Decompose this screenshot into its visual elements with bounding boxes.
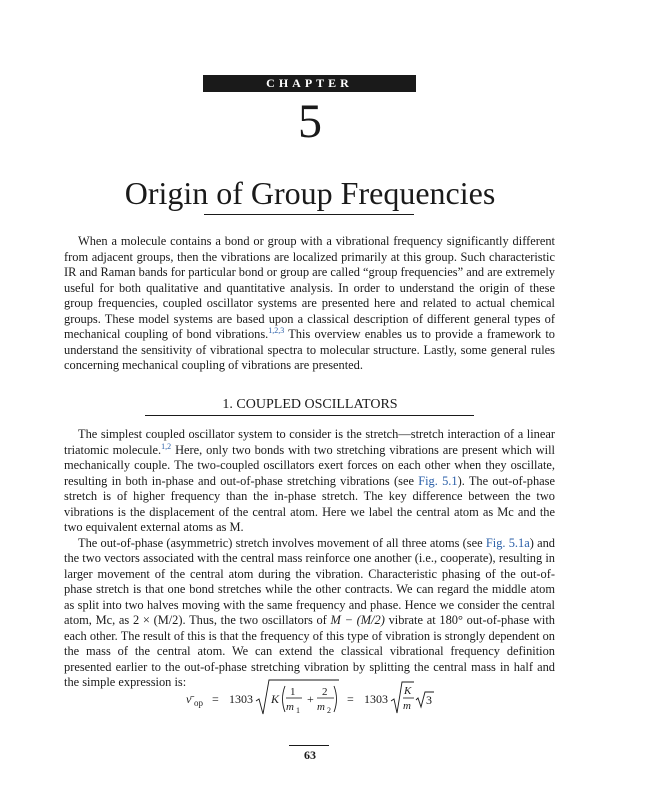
figure-link-5-1a[interactable]: Fig. 5.1a [485, 535, 530, 550]
eq-K2: K [404, 685, 412, 697]
figure-link-5-1[interactable]: Fig. 5.1 [418, 473, 458, 488]
section-p2-text-b: ) and the two vectors associated with the central mass reinforce one another (i.e., cooperate), resulting in larger movement of the central atom during the vibration. Characteristic phasing of the out-of-phase stretch is that one bond stretches while the other contracts. We can regard the middle atom as split into two halves moving with the same frequency and phase. Hence we consider the central atom, Mc, as 2 × (M/2). Thus, the two oscillators of [64, 535, 555, 627]
section-p2-text-c: vibrate at 180° out-of-phase with each other. The result of this is that the frequency of this type of vibration is strongly dependent on the mass of the central atom. We can extend the classical vibrational frequency definition presented earlier to the out-of-phase stretching vibration by splitting the central mass in half and the simple expression is: [64, 613, 555, 689]
intro-section [64, 234, 555, 374]
section-paragraph-2 [64, 536, 555, 691]
intro-text-a: When a molecule contains a bond or group with a vibrational frequency significantly different from adjacent groups, then the vibrations are localized primarily at this group. Such characteristic IR and Raman bands for particular bond or group are called “group frequencies” and are extremely useful for both qualitative and quantitative analysis. In order to understand the origin of these group frequencies, coupled oscillator systems are presented here and related to actual chemical groups. These model systems are based upon a classical description of different general types of mechanical coupling of bond vibrations. [64, 234, 555, 341]
eq-den-1-subscript: 1 [296, 706, 300, 715]
section-p1-reference[interactable]: 1,2 [161, 441, 172, 451]
title-underline [204, 214, 414, 215]
frequency-equation [186, 676, 446, 720]
eq-num-2: 2 [322, 686, 328, 698]
section-heading-underline [145, 415, 474, 416]
eq-lhs-symbol: ν̄ [186, 692, 192, 706]
section-p1-text-a: The simplest coupled oscillator system to consider is the stretch—stretch interaction of a linear triatomic molecule. [64, 427, 555, 457]
eq-equals-1: = [212, 692, 219, 706]
chapter-label: CHAPTER [203, 75, 416, 92]
chapter-number: 5 [298, 95, 322, 148]
eq-den-2-subscript: 2 [327, 706, 331, 715]
eq-m: m [403, 700, 411, 712]
section-p1-text-c: ). The out-of-phase stretch is of higher frequency than the in-phase stretch. The key difference between the two vibrations is the displacement of the central atom. Here we label the central atom as Mc and the two equivalent external atoms as M. [64, 473, 555, 534]
intro-reference[interactable]: 1,2,3 [268, 326, 285, 335]
eq-coefficient-1: 1303 [229, 692, 253, 706]
eq-plus: + [307, 692, 314, 706]
chapter-title: Origin of Group Frequencies [124, 175, 496, 211]
eq-K: K [271, 692, 280, 706]
section-body [64, 427, 555, 691]
eq-den-1: m [286, 701, 294, 713]
eq-num-1: 1 [290, 686, 296, 698]
section-p1-text-b: Here, only two bonds with two stretching vibrations are present which will mechanically couple. The two-coupled oscillators exert forces on each other when they oscillate, resulting in both in-phase and out-of-phase stretching vibrations (see [64, 442, 555, 488]
eq-sqrt3-value: 3 [426, 693, 432, 707]
section-paragraph-1 [64, 427, 555, 536]
eq-right-paren [334, 686, 337, 712]
intro-paragraph [64, 234, 555, 374]
eq-den-2: m [317, 701, 325, 713]
page-number-rule [289, 745, 329, 746]
page-number: 63 [304, 748, 316, 762]
section-p2-text-a: The out-of-phase (asymmetric) stretch involves movement of all three atoms (see [78, 535, 486, 550]
eq-left-paren [283, 686, 286, 712]
eq-lhs-subscript: op [194, 698, 203, 708]
section-p2-math: M − (M/2) [330, 613, 385, 627]
eq-coefficient-2: 1303 [364, 692, 388, 706]
section-heading: 1. COUPLED OSCILLATORS [222, 397, 398, 412]
intro-text-b: This overview enables us to provide a framework to understand the sensitivity of vibrational spectra to molecular structure. Lastly, some general rules concerning mechanical coupling of vibrations are presented. [64, 327, 556, 372]
eq-equals-2: = [347, 692, 354, 706]
